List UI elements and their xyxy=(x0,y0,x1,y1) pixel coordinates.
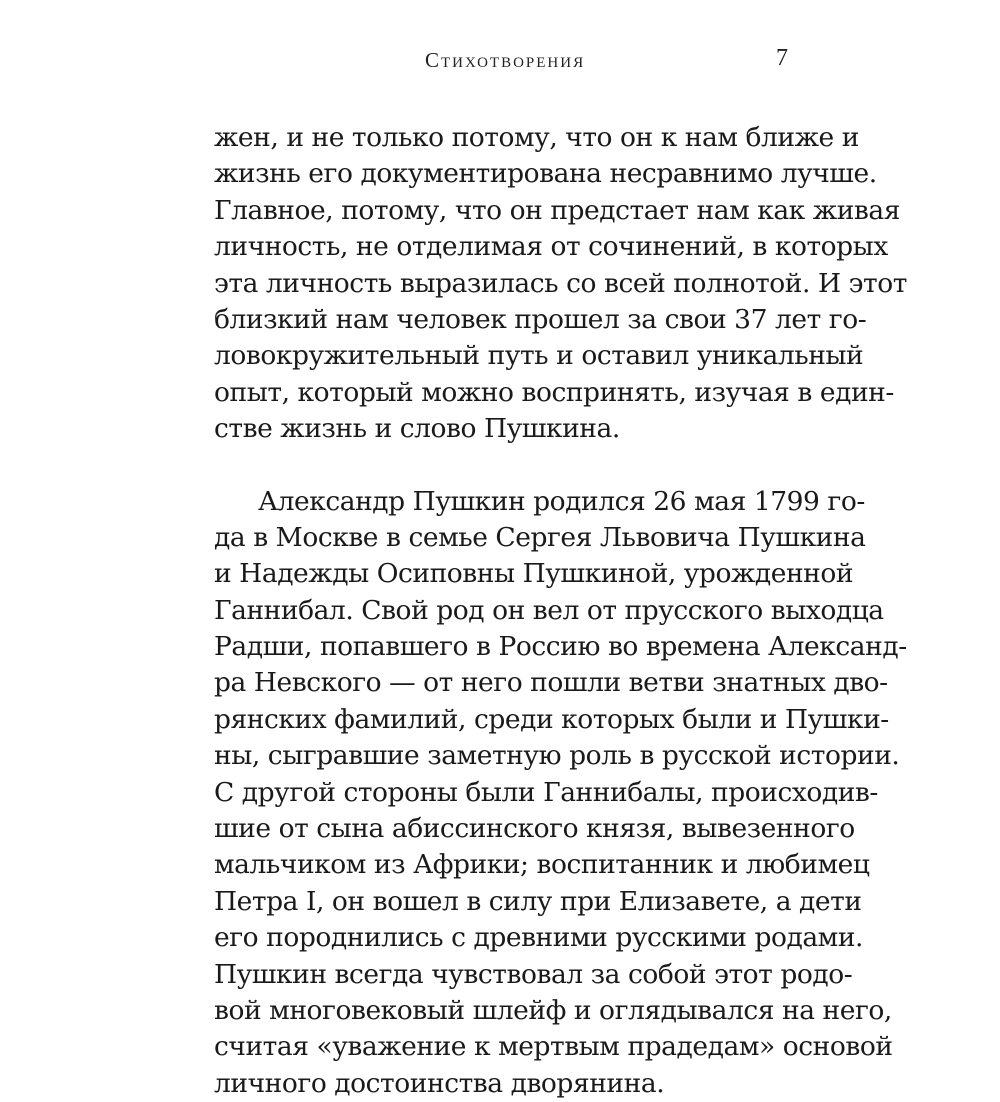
text-line: Главное, потому, что он предстает нам как живая xyxy=(214,194,900,226)
text-line: эта личность выразилась со всей полнотой. И этот xyxy=(214,267,907,299)
text-line: близкий нам человек прошел за свои 37 лет го- xyxy=(214,303,867,335)
text-line: Петра I, он вошел в силу при Елизавете, а дети xyxy=(214,885,862,917)
text-line: вой многовековый шлейф и оглядывался на него, xyxy=(214,994,892,1026)
text-line: Александр Пушкин родился 26 мая 1799 го- xyxy=(258,485,865,517)
text-line: опыт, который можно воспринять, изучая в един- xyxy=(214,376,894,408)
text-line: жизнь его документирована несравнимо лучше. xyxy=(214,158,877,190)
text-line: ра Невского — от него пошли ветви знатных дво- xyxy=(214,667,888,699)
text-line: ны, сыгравшие заметную роль в русской истории. xyxy=(214,740,900,772)
text-line: личного достоинства дворянина. xyxy=(214,1067,665,1099)
text-line: да в Москве в семье Сергея Львовича Пушкина xyxy=(214,521,866,553)
text-line: С другой стороны были Ганнибалы, происходив- xyxy=(214,776,878,808)
paragraph-1 xyxy=(214,120,907,448)
text-line: мальчиком из Африки; воспитанник и любимец xyxy=(214,849,870,881)
text-line: жен, и не только потому, что он к нам ближе и xyxy=(214,122,859,153)
paragraph-gap xyxy=(214,448,797,484)
text-line: и Надежды Осиповны Пушкиной, урожденной xyxy=(214,558,854,590)
text-line: стве жизнь и слово Пушкина. xyxy=(214,413,620,445)
text-line: Ганнибал. Свой род он вел от прусского выходца xyxy=(214,594,884,626)
running-head-title: Стихотворения xyxy=(425,48,586,72)
text-line: шие от сына абиссинского князя, вывезенного xyxy=(214,813,855,845)
text-line: личность, не отделимая от сочинений, в которых xyxy=(214,231,888,263)
page-number: 7 xyxy=(776,45,788,71)
text-line: его породнились с древними русскими родами. xyxy=(214,922,864,954)
paragraph-2 xyxy=(214,484,907,1102)
text-line: Радши, попавшего в Россию во времена Александ- xyxy=(214,631,907,663)
text-line: Пушкин всегда чувствовал за собой этот родо- xyxy=(214,958,853,990)
text-line: считая «уважение к мертвым прадедам» основой xyxy=(214,1031,893,1063)
text-line: рянских фамилий, среди которых были и Пушки- xyxy=(214,703,889,735)
text-line: ловокружительный путь и оставил уникальный xyxy=(214,340,864,372)
body-text xyxy=(214,120,907,1102)
